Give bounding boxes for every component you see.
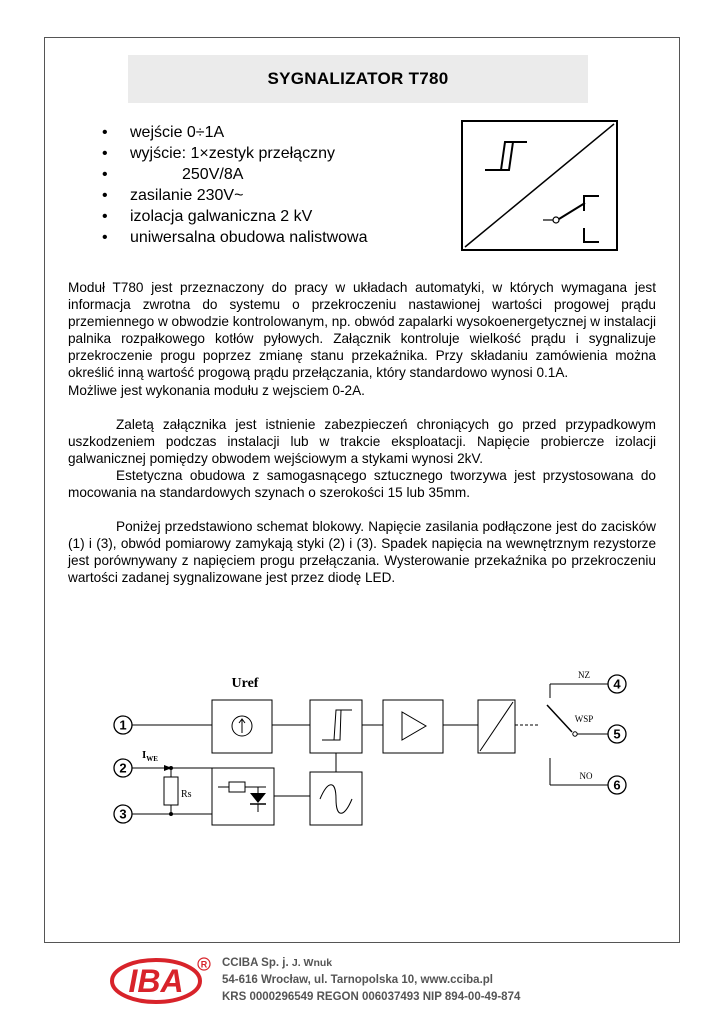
svg-text:4: 4	[613, 676, 621, 692]
company-name: CCIBA Sp. j.	[222, 957, 289, 969]
uref-label: Uref	[231, 676, 259, 691]
nz-label: NZ	[578, 670, 590, 680]
iwe-label: $I_{WE}$	[142, 749, 158, 763]
svg-text:6: 6	[613, 777, 621, 793]
feature-housing: • uniwersalna obudowa nalistwowa	[100, 227, 367, 248]
svg-text:5: 5	[613, 726, 621, 742]
relay-contacts	[547, 670, 608, 785]
paragraph-schematic: Poniżej przedstawiono schemat blokowy. Napięcie zasilania podłączone jest do zacisków (1) i (3), obwód pomiarowy zamykają styki (2) i (3). Spadek napięcia na wewnętrznym rezystorze jest porównywany z napięciem progu przełączania. Wysterowanie przekaźnika po przekroczeniu wartości zadanej sygnalizowane jest przez diodę LED.	[68, 519, 656, 586]
iba-logo	[110, 955, 215, 1005]
shunt-resistor	[164, 777, 178, 805]
svg-text:1: 1	[119, 717, 127, 733]
rs-label: Rs	[181, 789, 192, 800]
terminal-5	[608, 725, 626, 743]
amplifier-block	[383, 700, 443, 753]
svg-text:R: R	[200, 959, 208, 970]
svg-text:3: 3	[119, 806, 127, 822]
page-title: SYGNALIZATOR T780	[267, 69, 449, 88]
feature-list	[100, 122, 367, 248]
comparator-block	[310, 700, 362, 753]
isolation-block	[478, 700, 515, 753]
terminal-6	[608, 776, 626, 794]
paragraph-housing: Estetyczna obudowa z samogasnącego sztucznego tworzywa jest przystosowana do mocowania na standardowych szynach o szerokości 15 lub 35mm.	[68, 467, 656, 501]
company-registry: KRS 0000296549 REGON 006037493 NIP 894-00-49-874	[222, 991, 521, 1003]
svg-text:2: 2	[119, 760, 127, 776]
footer-company-info	[222, 955, 520, 1006]
wsp-label: WSP	[574, 714, 594, 724]
feature-output: • wyjście: 1×zestyk przełączny	[100, 143, 367, 164]
paragraph-option: Możliwe jest wykonania modułu z wejsciem 0-2A.	[68, 382, 365, 398]
no-label: NO	[579, 771, 593, 781]
feature-output-rating: • 250V/8A	[100, 164, 367, 185]
current-source-block	[212, 700, 272, 753]
company-owner: J. Wnuk	[291, 957, 333, 969]
company-address: 54-616 Wrocław, ul. Tarnopolska 10, www.cciba.pl	[222, 974, 493, 986]
footer-company-line	[222, 955, 520, 972]
terminal-2	[114, 759, 132, 777]
paragraph-purpose: Moduł T780 jest przeznaczony do pracy w układach automatyki, w których wymagana jest informacja zwrotna do systemu o przekroczeniu nastawionej wartości progowej prądu przemiennego w obwodzie kontrolowanym, np. obwód zapalarki wysokoenergetycznej w instalacji palnika rozpałkowego kotłów pyłowych. Załącznik kontroluje wielkość prądu i sygnalizuje przekroczenie progu poprzez zmianę stanu przekaźnika. Przy składaniu zamówienia można określić inną wartość progową prądu przełączania, który standardowo wynosi 0.1A.	[68, 280, 656, 381]
feature-supply: • zasilanie 230V~	[100, 185, 367, 206]
terminal-1	[114, 716, 132, 734]
terminal-4	[608, 675, 626, 693]
paragraph-protection: Zaletą załącznika jest istnienie zabezpieczeń chroniących go przed przypadkowym uszkodzeniem podczas instalacji lub w trakcie eksploatacji. Napięcie probiercze izolacji galwanicznej pomiędzy obwodem wejściowym a stykami wynosi 2kV.	[68, 416, 656, 466]
svg-text:IBA: IBA	[128, 963, 184, 999]
feature-input: • wejście 0÷1A	[100, 122, 367, 143]
feature-isolation: • izolacja galwaniczna 2 kV	[100, 206, 367, 227]
block-diagram	[100, 660, 640, 835]
power-supply-block	[212, 768, 274, 825]
description	[68, 279, 656, 587]
oscillator-block	[310, 772, 362, 825]
terminal-3	[114, 805, 132, 823]
device-symbol-icon	[461, 120, 618, 251]
title-box	[128, 55, 588, 103]
